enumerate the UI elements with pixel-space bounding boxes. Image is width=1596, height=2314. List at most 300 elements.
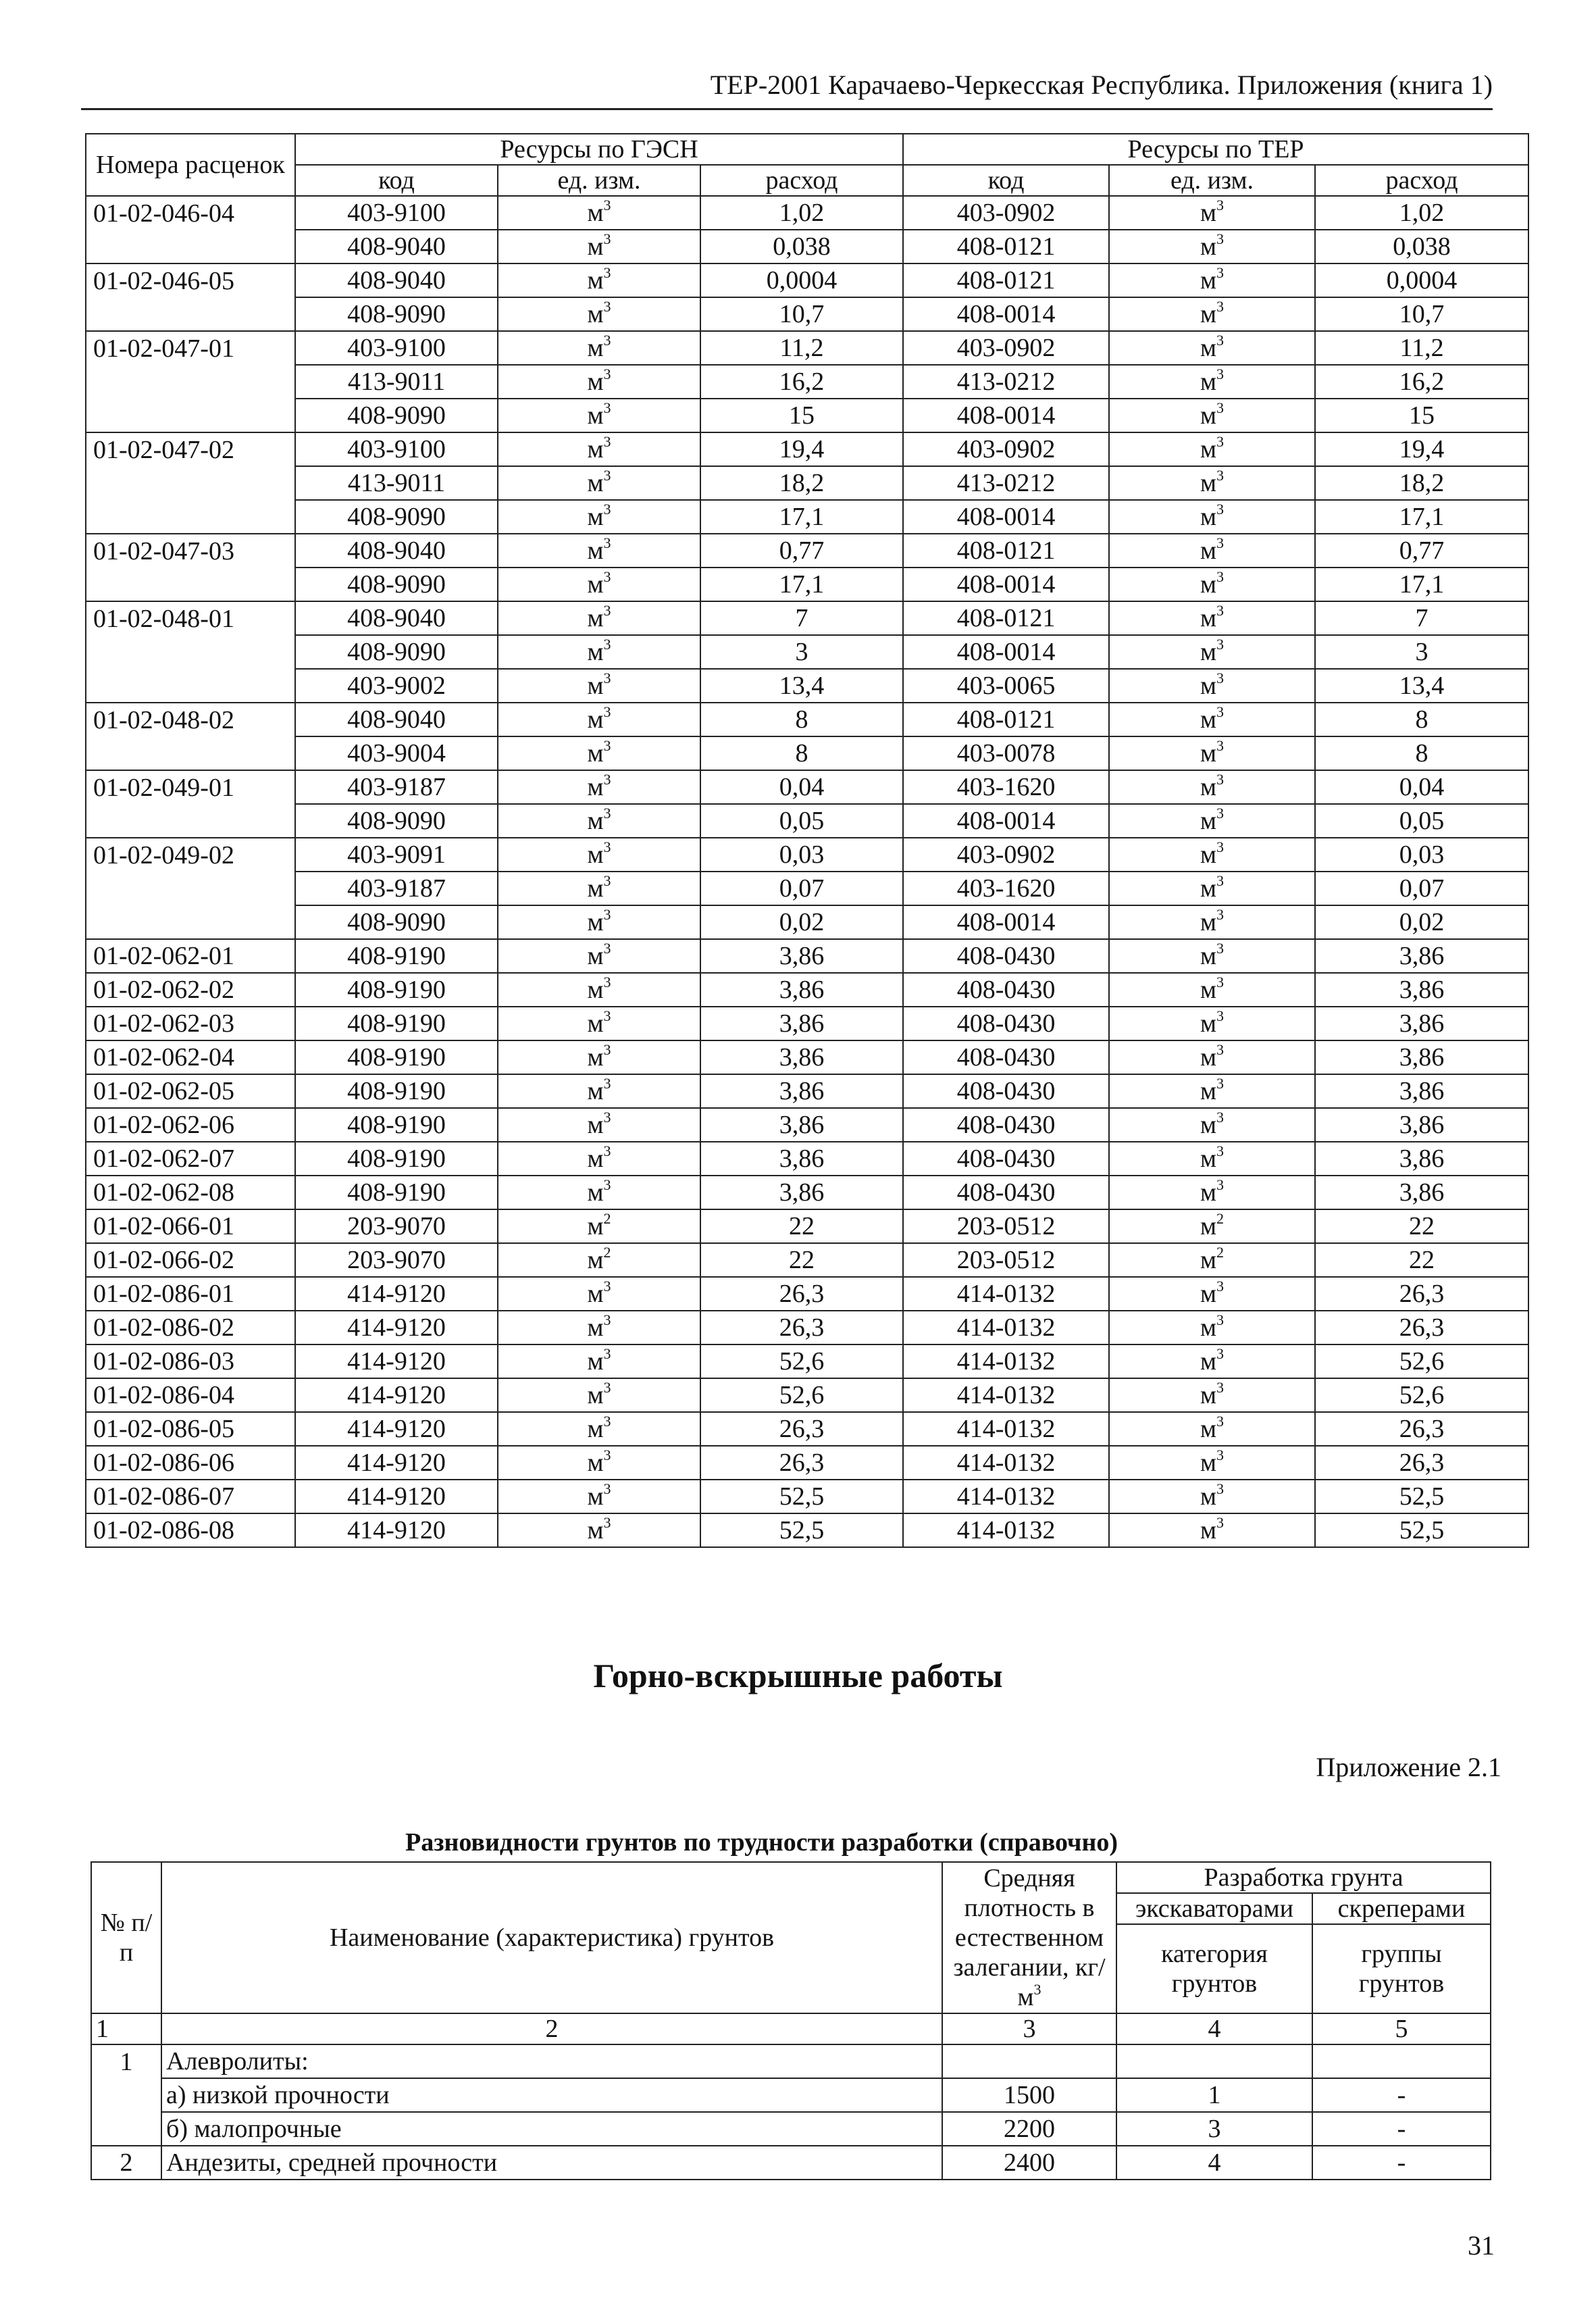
unit-power: 3 (1216, 501, 1225, 518)
unit-power: 3 (1216, 433, 1225, 450)
unit-power: 3 (1216, 703, 1225, 720)
ter-unit-cell (1109, 872, 1315, 905)
unit-text: м (587, 976, 604, 1004)
gesn-consumption-cell: 26,3 (700, 1412, 903, 1446)
rate-number-cell: 01-02-086-06 (86, 1446, 295, 1480)
ter-code-cell: 408-0121 (903, 534, 1109, 568)
density-cell: 2200 (942, 2112, 1116, 2146)
gesn-unit-cell (498, 1412, 700, 1446)
gesn-unit-cell (498, 1108, 700, 1142)
table-row (91, 2044, 1491, 2078)
unit-text: м (1200, 908, 1217, 936)
ter-unit-cell (1109, 1007, 1315, 1040)
ter-consumption-cell: 3,86 (1315, 973, 1528, 1007)
gesn-consumption-cell: 0,05 (700, 804, 903, 838)
gesn-unit-cell (498, 973, 700, 1007)
unit-text: м (587, 942, 604, 970)
table-row (86, 1513, 1528, 1547)
gesn-code-cell: 413-9011 (295, 466, 498, 500)
gesn-consumption-cell: 1,02 (700, 196, 903, 230)
ter-code-cell: 408-0121 (903, 601, 1109, 635)
ter-consumption-cell: 17,1 (1315, 568, 1528, 601)
table-row (86, 568, 1528, 601)
gesn-consumption-cell: 26,3 (700, 1277, 903, 1311)
ter-unit-cell (1109, 1480, 1315, 1513)
ter-unit-cell (1109, 1412, 1315, 1446)
ter-consumption-cell: 15 (1315, 399, 1528, 432)
gesn-consumption-cell: 0,07 (700, 872, 903, 905)
gesn-consumption-cell: 3,86 (700, 973, 903, 1007)
gesn-code-cell: 403-9187 (295, 872, 498, 905)
header-excavators: экскаваторами (1116, 1893, 1312, 1924)
group-cell (1312, 2044, 1491, 2078)
table-row (86, 1480, 1528, 1513)
gesn-consumption-cell: 16,2 (700, 365, 903, 399)
density-cell: 1500 (942, 2078, 1116, 2112)
unit-power: 3 (603, 399, 611, 416)
unit-text: м (1200, 536, 1217, 565)
gesn-code-cell: 414-9120 (295, 1412, 498, 1446)
ter-consumption-cell: 52,6 (1315, 1344, 1528, 1378)
rate-number-cell: 01-02-047-03 (86, 534, 295, 568)
ter-code-cell: 403-1620 (903, 770, 1109, 804)
unit-text: м (587, 1246, 604, 1274)
gesn-unit-cell (498, 601, 700, 635)
gesn-consumption-cell: 11,2 (700, 331, 903, 365)
ter-unit-cell (1109, 635, 1315, 669)
ter-unit-cell (1109, 263, 1315, 297)
rate-number-cell: 01-02-086-07 (86, 1480, 295, 1513)
table-row (86, 1040, 1528, 1074)
unit-text: м (587, 368, 604, 396)
unit-power: 3 (1216, 1447, 1225, 1463)
ter-unit-cell (1109, 1378, 1315, 1412)
table-row (86, 1446, 1528, 1480)
category-cell: 1 (1116, 2078, 1312, 2112)
rate-number-cell: 01-02-062-01 (86, 939, 295, 973)
ter-code-cell: 403-0902 (903, 432, 1109, 466)
unit-power: 3 (1216, 1142, 1225, 1159)
unit-power: 3 (603, 940, 611, 957)
ter-code-cell: 203-0512 (903, 1209, 1109, 1243)
ter-code-cell: 413-0212 (903, 466, 1109, 500)
unit-text: м (1200, 942, 1217, 970)
unit-power: 2 (1216, 1210, 1225, 1227)
gesn-unit-cell (498, 466, 700, 500)
ter-code-cell: 408-0014 (903, 399, 1109, 432)
gesn-unit-cell (498, 1209, 700, 1243)
unit-text: м (587, 1381, 604, 1409)
ter-consumption-cell: 19,4 (1315, 432, 1528, 466)
gesn-consumption-cell: 13,4 (700, 669, 903, 703)
ter-code-cell: 414-0132 (903, 1344, 1109, 1378)
soil-name-cell: Андезиты, средней прочности (161, 2146, 942, 2180)
ter-consumption-cell: 3,86 (1315, 1142, 1528, 1176)
rate-number-cell: 01-02-086-04 (86, 1378, 295, 1412)
ter-unit-cell (1109, 601, 1315, 635)
unit-power: 3 (1216, 568, 1225, 585)
rate-number-cell: 01-02-062-05 (86, 1074, 295, 1108)
unit-text: м (587, 874, 604, 903)
category-cell: 4 (1116, 2146, 1312, 2180)
category-cell: 3 (1116, 2112, 1312, 2146)
rate-number-cell: 01-02-047-02 (86, 432, 295, 466)
resources-table (85, 133, 1529, 1548)
table-row (86, 1176, 1528, 1209)
unit-power: 3 (603, 906, 611, 923)
unit-power: 3 (1216, 1413, 1225, 1430)
ter-consumption-cell: 22 (1315, 1243, 1528, 1277)
gesn-code-cell: 408-9190 (295, 1142, 498, 1176)
gesn-unit-cell (498, 365, 700, 399)
ter-unit-cell (1109, 1446, 1315, 1480)
rate-number-cell: 01-02-047-01 (86, 331, 295, 365)
gesn-unit-cell (498, 1277, 700, 1311)
gesn-unit-cell (498, 534, 700, 568)
gesn-consumption-cell: 52,5 (700, 1513, 903, 1547)
unit-text: м (587, 401, 604, 430)
unit-power: 3 (603, 1311, 611, 1328)
unit-text: м (1200, 1246, 1217, 1274)
unit-text: м (1200, 1280, 1217, 1308)
table-row (86, 635, 1528, 669)
unit-power: 3 (603, 974, 611, 990)
table-row (86, 703, 1528, 736)
group-cell: - (1312, 2112, 1491, 2146)
gesn-unit-cell (498, 263, 700, 297)
unit-text: м (1200, 1516, 1217, 1544)
unit-text: м (587, 469, 604, 497)
rate-number-cell (86, 872, 295, 905)
table-row (86, 872, 1528, 905)
table-row (86, 365, 1528, 399)
table-row (86, 939, 1528, 973)
row-number-cell (91, 2078, 161, 2112)
unit-power: 3 (603, 1176, 611, 1193)
gesn-unit-cell (498, 331, 700, 365)
unit-power: 3 (1216, 197, 1225, 213)
table-row (86, 534, 1528, 568)
table-row (86, 601, 1528, 635)
ter-unit-cell (1109, 736, 1315, 770)
header-category: категория грунтов (1116, 1924, 1312, 2013)
unit-text: м (587, 1482, 604, 1511)
unit-power: 3 (1216, 534, 1225, 551)
table-row (86, 331, 1528, 365)
gesn-consumption-cell: 17,1 (700, 568, 903, 601)
table-row (91, 2078, 1491, 2112)
unit-power: 3 (1216, 974, 1225, 990)
unit-text: м (587, 536, 604, 565)
gesn-consumption-cell: 22 (700, 1243, 903, 1277)
gesn-code-cell: 408-9040 (295, 534, 498, 568)
ter-unit-cell (1109, 838, 1315, 872)
unit-text: м (1200, 1077, 1217, 1105)
unit-text: м (1200, 1009, 1217, 1038)
gesn-code-cell: 403-9100 (295, 196, 498, 230)
category-cell (1116, 2044, 1312, 2078)
rate-number-cell (86, 804, 295, 838)
unit-text: м (1200, 570, 1217, 599)
column-numbers-row (91, 2013, 1491, 2044)
header-gesn-unit: ед. изм. (498, 165, 700, 196)
unit-text: м (587, 1043, 604, 1072)
unit-text: м (587, 908, 604, 936)
gesn-code-cell: 408-9190 (295, 1176, 498, 1209)
unit-text: м (1200, 199, 1217, 227)
rate-number-cell: 01-02-066-01 (86, 1209, 295, 1243)
ter-consumption-cell: 11,2 (1315, 331, 1528, 365)
table-row (86, 1412, 1528, 1446)
gesn-code-cell: 203-9070 (295, 1209, 498, 1243)
unit-text: м (1200, 334, 1217, 362)
unit-text: м (587, 1313, 604, 1342)
unit-power: 3 (603, 197, 611, 213)
row-number-cell: 1 (91, 2044, 161, 2078)
gesn-code-cell: 403-9100 (295, 331, 498, 365)
unit-power: 3 (1216, 1109, 1225, 1126)
unit-power: 3 (603, 1109, 611, 1126)
ter-unit-cell (1109, 703, 1315, 736)
table-row (86, 263, 1528, 297)
rate-number-cell: 01-02-086-05 (86, 1412, 295, 1446)
rate-number-cell (86, 736, 295, 770)
header-gesn: Ресурсы по ГЭСН (295, 134, 903, 165)
ter-unit-cell (1109, 230, 1315, 263)
gesn-consumption-cell: 18,2 (700, 466, 903, 500)
unit-text: м (587, 604, 604, 632)
gesn-consumption-cell: 0,038 (700, 230, 903, 263)
unit-text: м (587, 739, 604, 768)
gesn-code-cell: 414-9120 (295, 1277, 498, 1311)
gesn-unit-cell (498, 1243, 700, 1277)
ter-consumption-cell: 0,0004 (1315, 263, 1528, 297)
gesn-unit-cell (498, 1513, 700, 1547)
unit-text: м (1200, 1043, 1217, 1072)
unit-power: 3 (1216, 1176, 1225, 1193)
unit-text: м (587, 807, 604, 835)
rate-number-cell: 01-02-048-01 (86, 601, 295, 635)
rate-number-cell (86, 297, 295, 331)
rate-number-cell: 01-02-062-03 (86, 1007, 295, 1040)
row-number-cell (91, 2112, 161, 2146)
unit-text: м (1200, 1178, 1217, 1207)
soil-name-cell: а) низкой прочности (161, 2078, 942, 2112)
unit-text: м (1200, 1415, 1217, 1443)
gesn-unit-cell (498, 1378, 700, 1412)
unit-text: м (1200, 807, 1217, 835)
column-number-cell: 2 (161, 2013, 942, 2044)
ter-code-cell: 403-0065 (903, 669, 1109, 703)
unit-text: м (587, 672, 604, 700)
header-name: Наименование (характеристика) грунтов (161, 1862, 942, 2013)
ter-consumption-cell: 3 (1315, 635, 1528, 669)
table-row (86, 466, 1528, 500)
gesn-code-cell: 408-9190 (295, 1074, 498, 1108)
ter-unit-cell (1109, 1040, 1315, 1074)
ter-unit-cell (1109, 1513, 1315, 1547)
gesn-consumption-cell: 52,5 (700, 1480, 903, 1513)
table-row (86, 905, 1528, 939)
unit-text: м (587, 300, 604, 328)
unit-power: 3 (1216, 805, 1225, 822)
column-number-cell: 5 (1312, 2013, 1491, 2044)
header-rates: Номера расценок (86, 134, 295, 196)
ter-consumption-cell: 8 (1315, 703, 1528, 736)
table-row (86, 1209, 1528, 1243)
gesn-unit-cell (498, 230, 700, 263)
unit-power: 2 (603, 1244, 611, 1261)
table-row (86, 1311, 1528, 1344)
running-header-title: ТЕР-2001 Карачаево-Черкесская Республика. Приложения (книга 1) (710, 70, 1493, 100)
gesn-consumption-cell: 3,86 (700, 939, 903, 973)
unit-power: 3 (603, 332, 611, 349)
gesn-code-cell: 408-9090 (295, 399, 498, 432)
rate-number-cell: 01-02-062-08 (86, 1176, 295, 1209)
density-cell (942, 2044, 1116, 2078)
unit-text: м (1200, 638, 1217, 666)
unit-power: 3 (1216, 1007, 1225, 1024)
unit-power: 3 (1216, 298, 1225, 315)
ter-consumption-cell: 0,04 (1315, 770, 1528, 804)
rate-number-cell: 01-02-066-02 (86, 1243, 295, 1277)
gesn-unit-cell (498, 399, 700, 432)
table-row (86, 1277, 1528, 1311)
gesn-unit-cell (498, 568, 700, 601)
rate-number-cell: 01-02-086-02 (86, 1311, 295, 1344)
table-row (86, 1243, 1528, 1277)
ter-unit-cell (1109, 905, 1315, 939)
table-row (86, 838, 1528, 872)
gesn-code-cell: 408-9090 (295, 297, 498, 331)
unit-text: м (1200, 1449, 1217, 1477)
ter-unit-cell (1109, 1344, 1315, 1378)
unit-text: м (587, 840, 604, 869)
ter-consumption-cell: 0,07 (1315, 872, 1528, 905)
gesn-consumption-cell: 3 (700, 635, 903, 669)
unit-text: м (587, 638, 604, 666)
unit-text: м (1200, 1313, 1217, 1342)
gesn-unit-cell (498, 635, 700, 669)
page-number: 31 (1468, 2230, 1495, 2261)
ter-unit-cell (1109, 770, 1315, 804)
ter-unit-cell (1109, 466, 1315, 500)
rate-number-cell: 01-02-062-07 (86, 1142, 295, 1176)
density-cell: 2400 (942, 2146, 1116, 2180)
gesn-code-cell: 414-9120 (295, 1344, 498, 1378)
header-ter: Ресурсы по ТЕР (903, 134, 1528, 165)
ter-unit-cell (1109, 804, 1315, 838)
ter-unit-cell (1109, 534, 1315, 568)
header-groups: группы грунтов (1312, 1924, 1491, 2013)
ter-unit-cell (1109, 500, 1315, 534)
running-header (81, 68, 1493, 110)
unit-text: м (587, 1212, 604, 1240)
ter-unit-cell (1109, 399, 1315, 432)
unit-power: 3 (603, 1514, 611, 1531)
unit-power: 3 (1216, 940, 1225, 957)
unit-text: м (587, 232, 604, 261)
ter-unit-cell (1109, 297, 1315, 331)
ter-consumption-cell: 3,86 (1315, 1007, 1528, 1040)
gesn-consumption-cell: 3,86 (700, 1040, 903, 1074)
unit-text: м (587, 199, 604, 227)
unit-power: 3 (1216, 771, 1225, 788)
rate-number-cell (86, 466, 295, 500)
ter-unit-cell (1109, 196, 1315, 230)
ter-consumption-cell: 26,3 (1315, 1277, 1528, 1311)
ter-consumption-cell: 13,4 (1315, 669, 1528, 703)
gesn-consumption-cell: 52,6 (700, 1344, 903, 1378)
ter-consumption-cell: 3,86 (1315, 1176, 1528, 1209)
ter-code-cell: 408-0014 (903, 905, 1109, 939)
unit-power: 3 (603, 230, 611, 247)
unit-text: м (1200, 1482, 1217, 1511)
unit-text: м (587, 1009, 604, 1038)
ter-unit-cell (1109, 973, 1315, 1007)
gesn-consumption-cell: 15 (700, 399, 903, 432)
unit-text: м (1200, 1347, 1217, 1376)
ter-consumption-cell: 18,2 (1315, 466, 1528, 500)
row-number-cell: 2 (91, 2146, 161, 2180)
unit-text: м (587, 266, 604, 295)
unit-power: 3 (1216, 467, 1225, 484)
ter-consumption-cell: 3,86 (1315, 1108, 1528, 1142)
soil-table (91, 1861, 1491, 2180)
unit-power: 3 (1216, 264, 1225, 281)
gesn-unit-cell (498, 872, 700, 905)
unit-power: 3 (1216, 737, 1225, 754)
unit-power: 3 (603, 1041, 611, 1058)
unit-text: м (587, 435, 604, 463)
ter-consumption-cell: 0,038 (1315, 230, 1528, 263)
gesn-code-cell: 414-9120 (295, 1446, 498, 1480)
unit-text: м (1200, 266, 1217, 295)
unit-text: м (587, 1145, 604, 1173)
unit-text: м (1200, 739, 1217, 768)
gesn-unit-cell (498, 1311, 700, 1344)
gesn-code-cell: 414-9120 (295, 1378, 498, 1412)
ter-consumption-cell: 1,02 (1315, 196, 1528, 230)
table-row (86, 1344, 1528, 1378)
table-row (86, 1108, 1528, 1142)
unit-text: м (1200, 232, 1217, 261)
unit-power: 3 (1216, 906, 1225, 923)
unit-text: м (587, 1077, 604, 1105)
rate-number-cell: 01-02-062-04 (86, 1040, 295, 1074)
table-row (91, 2112, 1491, 2146)
ter-code-cell: 408-0014 (903, 568, 1109, 601)
ter-consumption-cell: 26,3 (1315, 1311, 1528, 1344)
ter-code-cell: 408-0430 (903, 1108, 1109, 1142)
ter-unit-cell (1109, 1142, 1315, 1176)
ter-code-cell: 414-0132 (903, 1277, 1109, 1311)
gesn-consumption-cell: 17,1 (700, 500, 903, 534)
ter-consumption-cell: 26,3 (1315, 1412, 1528, 1446)
unit-power: 3 (603, 771, 611, 788)
unit-power: 3 (603, 1447, 611, 1463)
gesn-consumption-cell: 3,86 (700, 1176, 903, 1209)
gesn-unit-cell (498, 905, 700, 939)
ter-code-cell: 408-0014 (903, 804, 1109, 838)
gesn-code-cell: 408-9040 (295, 230, 498, 263)
rate-number-cell: 01-02-086-03 (86, 1344, 295, 1378)
ter-code-cell: 414-0132 (903, 1446, 1109, 1480)
header-gesn-code: код (295, 165, 498, 196)
rate-number-cell (86, 905, 295, 939)
gesn-code-cell: 414-9120 (295, 1480, 498, 1513)
ter-unit-cell (1109, 1074, 1315, 1108)
